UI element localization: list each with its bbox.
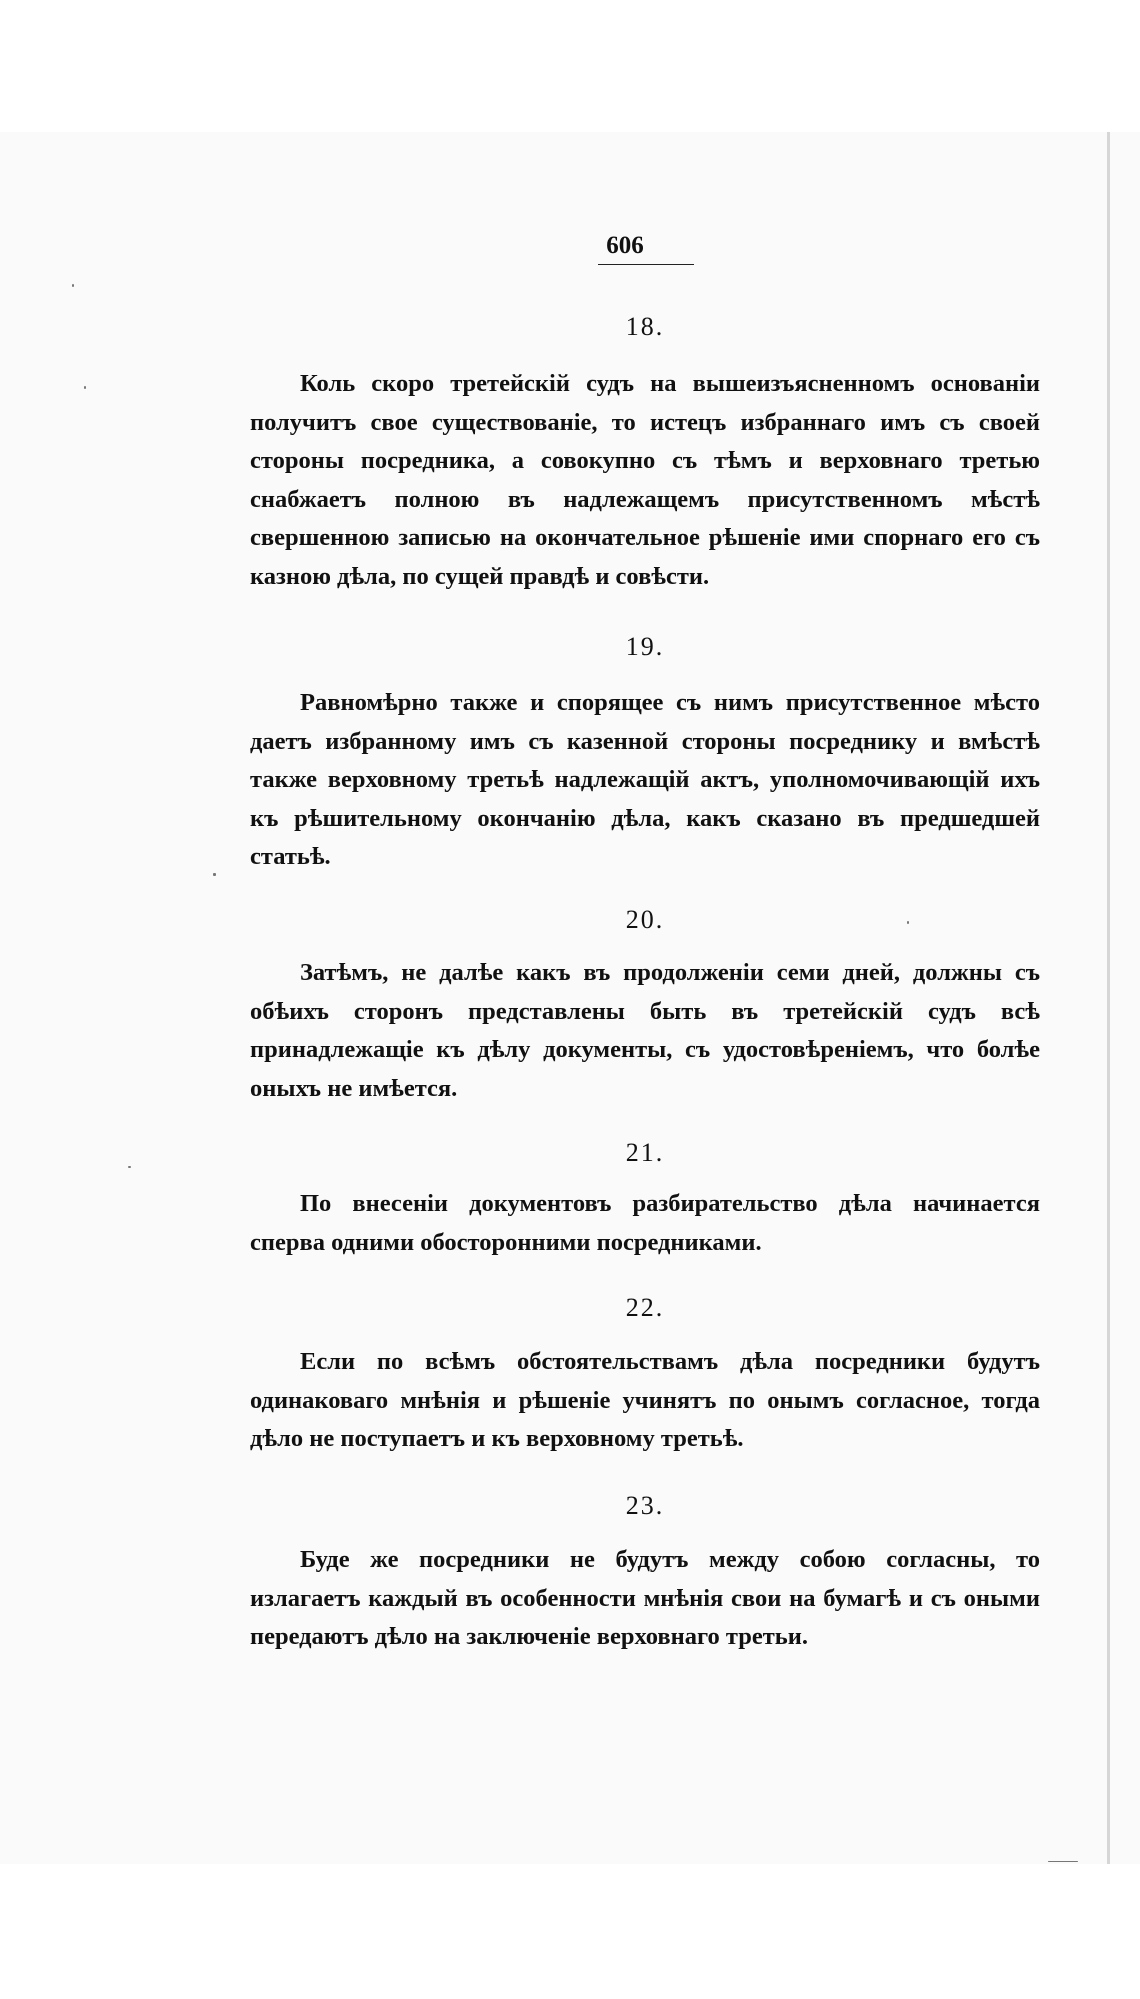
article-number-21: 21. (625, 1138, 665, 1167)
scan-speck (84, 386, 86, 389)
article-number-22: 22. (625, 1293, 665, 1322)
scan-page-edge (1107, 132, 1110, 1864)
article-text-20: Затѣмъ, не далѣе какъ въ продолженіи семи дней, должны съ обѣихъ сторонъ представлены быть въ третейскій судъ всѣ принадлежащіе къ дѣлу документы, съ удостовѣреніемъ, что болѣе оныхъ не имѣется. (250, 959, 1040, 1102)
scan-speck (907, 921, 909, 924)
article-text-23: Буде же посредники не будутъ между собою согласны, то излагаетъ каждый въ особенности мнѣнія свои на бумагѣ и съ оными передаютъ дѣло на заключеніе верховнаго третьи. (250, 1546, 1040, 1650)
scan-speck (128, 1166, 131, 1168)
scan-speck (1048, 1861, 1078, 1862)
page-number-rule (598, 264, 694, 265)
article-text-18: Коль скоро третейскій судъ на вышеизъясненномъ основаніи получитъ свое существованіе, то истецъ избраннаго имъ съ своей стороны посредника, а совокупно съ тѣмъ и верховнаго третью снабжаетъ полною въ надлежащемъ присутственномъ мѣстѣ свершенною записью на окончательное рѣшеніе ими спорнаго его съ казною дѣла, по сущей правдѣ и совѣсти. (250, 370, 1040, 590)
article-number-23: 23. (625, 1491, 665, 1520)
article-text-21: По внесеніи документовъ разбирательство дѣла начинается сперва одними обосторонними посредниками. (250, 1190, 1040, 1256)
article-number-20: 20. (625, 905, 665, 934)
article-text-22: Если по всѣмъ обстоятельствамъ дѣла посредники будутъ одинаковаго мнѣнія и рѣшеніе учинятъ по онымъ согласное, тогда дѣло не поступаетъ и къ верховному третьѣ. (250, 1348, 1040, 1452)
page-number: 606 (606, 232, 644, 259)
article-number-18: 18. (625, 312, 665, 341)
scan-speck (72, 284, 74, 287)
article-text-19: Равномѣрно также и спорящее съ нимъ присутственное мѣсто даетъ избранному имъ съ казенной стороны посреднику и вмѣстѣ также верховному третьѣ надлежащій актъ, уполномочивающій ихъ къ рѣшительному окончанію дѣла, какъ сказано въ предшедшей статьѣ. (250, 689, 1040, 870)
article-number-19: 19. (625, 632, 665, 661)
scan-speck (213, 873, 216, 876)
